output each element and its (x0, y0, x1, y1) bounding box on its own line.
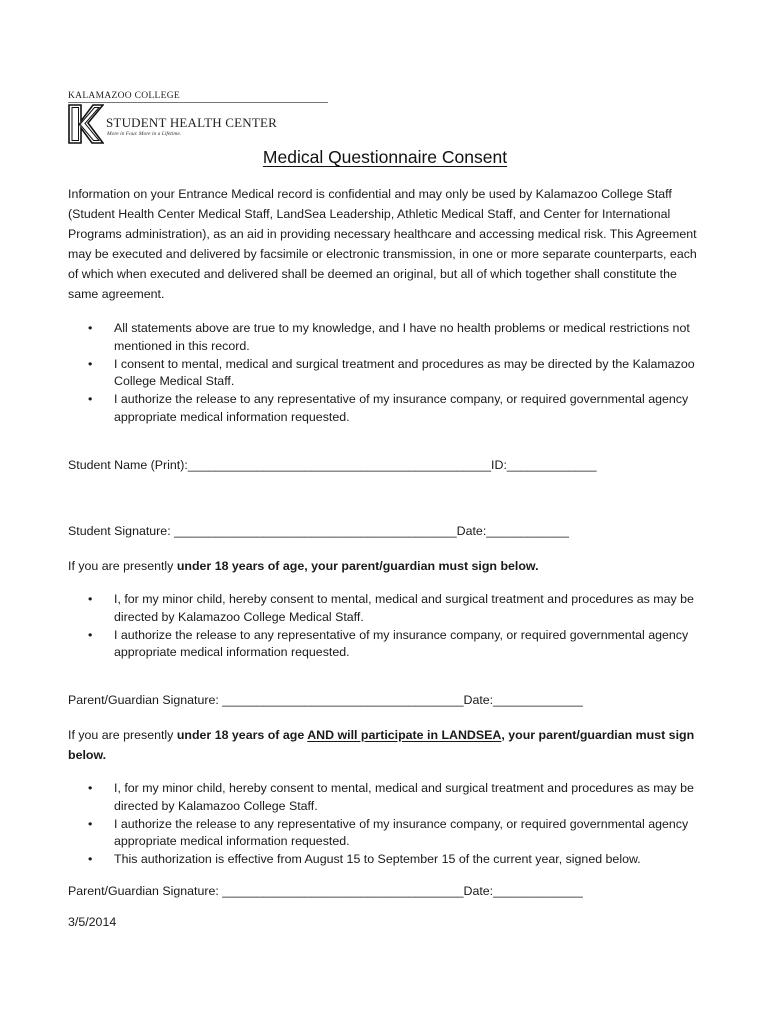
list-item: • All statements above are true to my knowledge, and I have no health problems or medical restrictions not mentioned in this record. (88, 321, 690, 353)
list-item: • This authorization is effective from August 15 to September 15 of the current year, signed below. (88, 852, 641, 866)
student-name-field[interactable]: ____________________________________________ (187, 458, 492, 472)
landsea-guardian-date-label: Date: (463, 884, 494, 898)
student-name-row (68, 458, 596, 472)
landsea-guardian-signature-label: Parent/Guardian Signature: (68, 884, 223, 898)
guardian-signature-label: Parent/Guardian Signature: (68, 693, 223, 707)
student-id-field[interactable]: _____________ (506, 458, 597, 472)
college-name: KALAMAZOO COLLEGE (68, 91, 180, 101)
list-item: • I, for my minor child, hereby consent to mental, medical and surgical treatment and procedures as may be directed by Kalamazoo College Staff. (88, 781, 694, 813)
list-item: • I authorize the release to any representative of my insurance company, or required governmental agency appropriate medical information requested. (88, 392, 689, 424)
list-item: • I authorize the release to any representative of my insurance company, or required governmental agency appropriate medical information requested. (88, 816, 689, 848)
guardian-signature-row (68, 693, 583, 707)
landsea-consent-list (68, 780, 708, 869)
list-item: • I, for my minor child, hereby consent to mental, medical and surgical treatment and procedures as may be directed by Kalamazoo College Medical Staff. (88, 592, 694, 624)
student-signature-label: Student Signature: (68, 524, 175, 538)
landsea-guardian-signature-row (68, 884, 583, 898)
guardian-consent-list (68, 591, 708, 662)
student-signature-row (68, 524, 569, 538)
student-date-field[interactable]: ____________ (486, 524, 569, 538)
revision-date: 3/5/2014 (68, 915, 117, 929)
list-item: • I authorize the release to any representative of my insurance company, or required governmental agency appropriate medical information requested. (88, 627, 689, 659)
landsea-emphasis: AND will participate in LANDSEA (307, 728, 502, 742)
guardian-date-field[interactable]: _____________ (493, 693, 583, 707)
intro-paragraph: Information on your Entrance Medical record is confidential and may only be used by Kalamazoo College Staff (Student Health Center Medical Staff, LandSea Leadership, Athletic Medical Staff, and Center for International Programs administration), as an aid in providing necessary healthcare and accessing medical risk. This Agreement may be executed and delivered by facsimile or electronic transmission, in one or more separate counterparts, each of which when executed and delivered shall be deemed an original, but all of which together shall constitute the same agreement. (68, 187, 697, 301)
guardian-date-label: Date: (463, 693, 494, 707)
guardian-signature-field[interactable]: ___________________________________ (222, 693, 464, 707)
health-center-name: STUDENT HEALTH CENTER (106, 115, 278, 130)
student-date-label: Date: (456, 524, 487, 538)
student-name-label: Student Name (Print): (68, 458, 188, 472)
k-logo-icon (68, 104, 104, 144)
under-18-notice: If you are presently under 18 years of age, your parent/guardian must sign below. (68, 559, 539, 573)
header-rule (68, 102, 328, 103)
college-tagline: More in Four. More in a Lifetime. (107, 131, 182, 137)
consent-list (68, 320, 708, 426)
student-id-label: ID: (491, 458, 507, 472)
page-title: Medical Questionnaire Consent (262, 147, 508, 167)
landsea-notice: If you are presently under 18 years of age AND will participate in LANDSEA, your parent/guardian must sign below. (68, 728, 695, 762)
landsea-guardian-date-field[interactable]: _____________ (493, 884, 583, 898)
list-item: • I consent to mental, medical and surgical treatment and procedures as may be directed by the Kalamazoo College Medical Staff. (88, 356, 695, 388)
student-signature-field[interactable]: _________________________________________ (174, 524, 457, 538)
landsea-guardian-signature-field[interactable]: ___________________________________ (222, 884, 464, 898)
